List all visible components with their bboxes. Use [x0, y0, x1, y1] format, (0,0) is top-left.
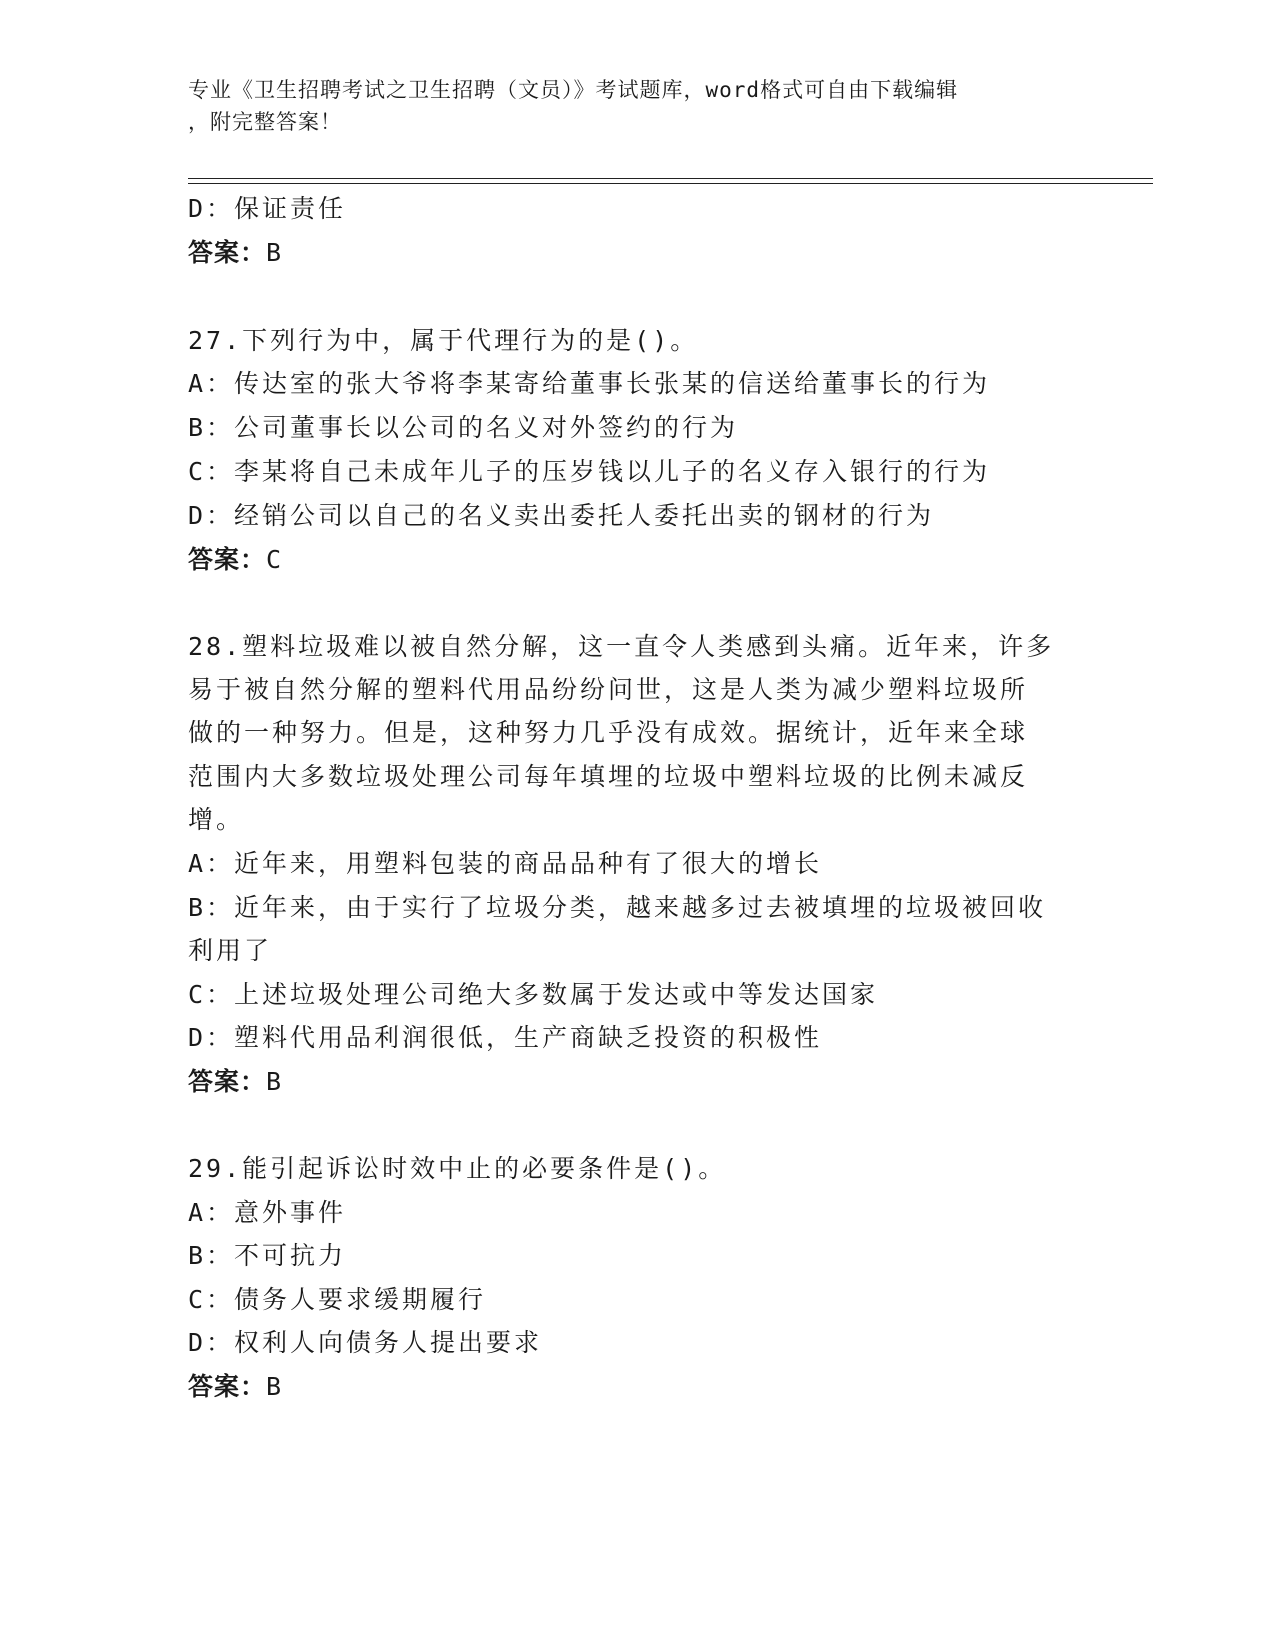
q29-option-d: D：权利人向债务人提出要求	[188, 1328, 543, 1357]
q29-option-c: C：债务人要求缓期履行	[188, 1285, 487, 1314]
q28-question-line-5: 增。	[188, 805, 245, 834]
q28-question-line-3: 做的一种努力。但是，这种努力几乎没有成效。据统计，近年来全球	[188, 718, 1029, 747]
header-divider-top	[188, 178, 1153, 179]
answer-value: C	[266, 545, 283, 574]
q28-option-d: D：塑料代用品利润很低，生产商缺乏投资的积极性	[188, 1023, 823, 1052]
document-header	[188, 74, 1068, 138]
q28-option-b-line-1: B：近年来，由于实行了垃圾分类，越来越多过去被填埋的垃圾被回收	[188, 893, 1047, 922]
header-line-1: 专业《卫生招聘考试之卫生招聘（文员）》考试题库，word格式可自由下载编辑	[188, 78, 959, 102]
header-line-2: ，附完整答案！	[188, 110, 342, 134]
answer-label: 答案：	[188, 238, 267, 267]
q28-option-b-line-2: 利用了	[188, 936, 273, 965]
q28-option-c: C：上述垃圾处理公司绝大多数属于发达或中等发达国家	[188, 980, 879, 1009]
q28-question-line-1: 28.塑料垃圾难以被自然分解，这一直令人类感到头痛。近年来，许多	[188, 632, 1055, 661]
q29-answer	[188, 1370, 282, 1404]
q28-option-a: A：近年来，用塑料包装的商品品种有了很大的增长	[188, 849, 823, 878]
answer-label: 答案：	[188, 1067, 267, 1096]
answer-value: B	[266, 1067, 283, 1096]
answer-label: 答案：	[188, 545, 267, 574]
answer-value: B	[266, 1372, 283, 1401]
header-divider-bottom	[188, 183, 1153, 184]
q29-option-a: A：意外事件	[188, 1198, 347, 1227]
q26-answer	[188, 236, 282, 270]
q28-answer	[188, 1065, 282, 1099]
q29-question: 29.能引起诉讼时效中止的必要条件是()。	[188, 1154, 727, 1183]
q27-option-c: C：李某将自己未成年儿子的压岁钱以儿子的名义存入银行的行为	[188, 457, 991, 486]
q28-question-line-4: 范围内大多数垃圾处理公司每年填埋的垃圾中塑料垃圾的比例未减反	[188, 762, 1029, 791]
q26-option-d: D：保证责任	[188, 194, 347, 223]
answer-label: 答案：	[188, 1372, 267, 1401]
q29-option-b: B：不可抗力	[188, 1241, 347, 1270]
q27-answer	[188, 543, 282, 577]
q27-option-b: B：公司董事长以公司的名义对外签约的行为	[188, 413, 739, 442]
q28-question-line-2: 易于被自然分解的塑料代用品纷纷问世，这是人类为减少塑料垃圾所	[188, 675, 1029, 704]
q27-option-a: A：传达室的张大爷将李某寄给董事长张某的信送给董事长的行为	[188, 369, 991, 398]
q27-question: 27.下列行为中，属于代理行为的是()。	[188, 326, 699, 355]
q27-option-d: D：经销公司以自己的名义卖出委托人委托出卖的钢材的行为	[188, 501, 935, 530]
answer-value: B	[266, 238, 283, 267]
